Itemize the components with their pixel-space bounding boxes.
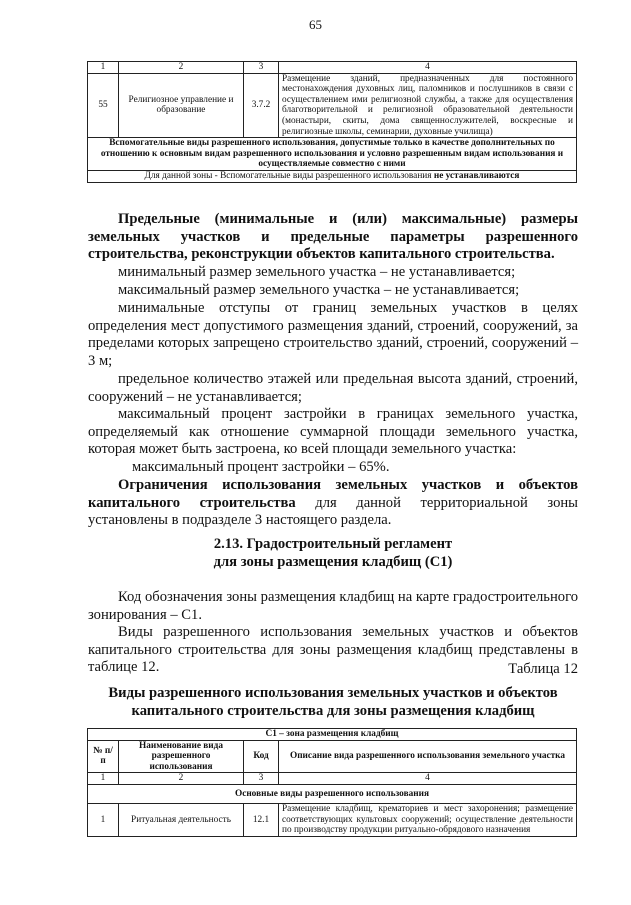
use-name: Религиозное управление и образование [119, 73, 244, 138]
table-row [88, 803, 577, 836]
column-number: 4 [279, 773, 577, 785]
table-label: Таблица 12 [508, 661, 578, 677]
use-name: Ритуальная деятельность [119, 803, 244, 836]
limit-item: минимальный размер земельного участка – не устанавливается; [118, 264, 516, 280]
land-use-table-continued [87, 61, 577, 183]
restrictions-paragraph [88, 477, 578, 530]
table-title-line1: Виды разрешенного использования земельных участков и объектов [108, 685, 558, 701]
auxiliary-header-row [88, 138, 577, 171]
use-description: Размещение кладбищ, крематориев и мест захоронения; размещение соответствующих культовых сооружений; осуществление деятельности по производству продукции ритуально-обрядового назначения [279, 803, 577, 836]
limit-item: максимальный размер земельного участка – не устанавливается; [118, 282, 520, 298]
row-number: 1 [88, 803, 119, 836]
note-bold: не устанавливаются [433, 170, 520, 181]
zone-title-row [88, 729, 577, 741]
auxiliary-uses-header: Вспомогательные виды разрешенного использования, допустимые только в качестве дополнительных по отношению к основным видам разрешенного использования и условно разрешенным видам использования и осуществляемые совместно с ними [88, 138, 577, 171]
limit-item: максимальный процент застройки в границах земельного участка, определяемый как отношение суммарной площади земельного участка, которая может быть застроена, ко всей площади земельного участка: [88, 406, 578, 458]
main-uses-header-row [88, 784, 577, 803]
use-description: Размещение зданий, предназначенных для постоянного местонахождения духовных лиц, паломников и послушников в связи с осуществлением ими религиозной службы, а также для осуществления благотворительной и религиозной образовательной деятельности (монастыри, скиты, дома священнослужителей, воскресные и религиозные школы, семинарии, духовные училища) [279, 73, 577, 138]
land-use-table-12 [87, 728, 577, 837]
limit-item: предельное количество этажей или предельная высота зданий, строений, сооружений – не устанавливается; [88, 371, 578, 405]
column-number: 1 [88, 773, 119, 785]
header-description: Описание вида разрешенного использования земельного участка [279, 740, 577, 773]
column-number: 3 [244, 62, 279, 74]
use-code: 3.7.2 [244, 73, 279, 138]
restrictions-text: для данной территориальной зоны установлены в подразделе 3 настоящего раздела. [88, 494, 578, 529]
column-number-row [88, 773, 577, 785]
header-code: Код [244, 740, 279, 773]
zone-title: С1 – зона размещения кладбищ [88, 729, 577, 741]
section-title-line1: 2.13. Градостроительный регламент [213, 536, 453, 552]
column-number: 1 [88, 62, 119, 74]
main-uses-header: Основные виды разрешенного использования [88, 784, 577, 803]
column-number: 3 [244, 773, 279, 785]
land-use-paragraph: Виды разрешенного использования земельных участков и объектов капитального строительства для зоны размещения кладбищ представлены в таблице 12. [88, 624, 578, 676]
limit-item: максимальный процент застройки – 65%. [132, 459, 390, 475]
restrictions-bold: Ограничения использования земельных участков и объектов капитального строительства [88, 477, 578, 511]
use-code: 12.1 [244, 803, 279, 836]
column-number-row [88, 62, 577, 74]
auxiliary-uses-note [88, 170, 577, 182]
zone-code-paragraph: Код обозначения зоны размещения кладбищ на карте градостроительного зонирования – С1. [88, 589, 578, 623]
page-number: 65 [309, 17, 322, 32]
column-number: 2 [119, 773, 244, 785]
header-number: № п/п [88, 740, 119, 773]
table-title-line2: капитального строительства для зоны размещения кладбищ [131, 703, 535, 719]
note-prefix: Для данной зоны - Вспомогательные виды разрешенного использования [144, 170, 434, 181]
section-title-line2: для зоны размещения кладбищ (С1) [213, 554, 453, 570]
note-row [88, 170, 577, 182]
header-use-name: Наименование вида разрешенного использования [119, 740, 244, 773]
limits-heading: Предельные (минимальные и (или) максимальные) размеры земельных участков и предельные параметры разрешенного строительства, реконструкции объектов капитального строительства. [88, 211, 578, 263]
column-number: 4 [279, 62, 577, 74]
limit-item: минимальные отступы от границ земельных участков в целях определения мест допустимого размещения зданий, строений, сооружений, за пределами которых запрещено строительство зданий, строений, сооружений – 3 м; [88, 300, 578, 369]
header-row [88, 740, 577, 773]
table-row [88, 73, 577, 138]
column-number: 2 [119, 62, 244, 74]
row-number: 55 [88, 73, 119, 138]
